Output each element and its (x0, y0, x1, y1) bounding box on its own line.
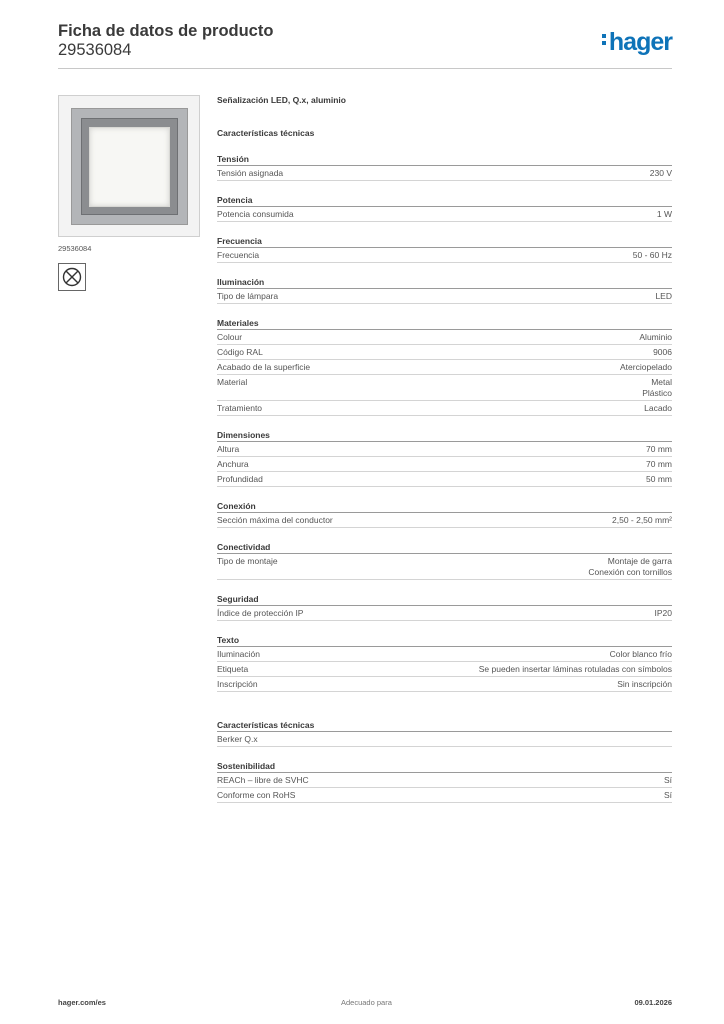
spec-value: Se pueden insertar láminas rotuladas con símbolos (478, 664, 672, 674)
spec-row (217, 647, 672, 662)
spec-group-title: Tensión (217, 153, 672, 166)
spec-group-title: Iluminación (217, 276, 672, 289)
spec-label: Inscripción (217, 679, 258, 689)
spec-group-title: Sostenibilidad (217, 760, 672, 773)
spec-value: Lacado (644, 403, 672, 413)
spec-row (217, 677, 672, 692)
spec-group-title: Conexión (217, 500, 672, 513)
spec-value: 2,50 - 2,50 mm² (612, 515, 672, 525)
spec-group (217, 719, 672, 747)
spec-label: REACh – libre de SVHC (217, 775, 309, 785)
logo-text: hager (608, 28, 672, 56)
spec-group (217, 276, 672, 304)
spec-row (217, 788, 672, 803)
spec-label: Colour (217, 332, 243, 342)
spec-group-title: Características técnicas (217, 719, 672, 732)
footer-suitable-for: Adecuado para (341, 998, 392, 1007)
spec-value: Sin inscripción (617, 679, 672, 689)
spec-row (217, 457, 672, 472)
footer-date: 09.01.2026 (634, 998, 672, 1007)
main-section-title: Características técnicas (217, 128, 315, 138)
spec-value: Metal Plástico (642, 377, 672, 398)
spec-label: Tipo de montaje (217, 556, 278, 566)
spec-label: Índice de protección IP (217, 608, 304, 618)
spec-label: Altura (217, 444, 240, 454)
spec-row (217, 472, 672, 487)
spec-row (217, 513, 672, 528)
spec-row (217, 401, 672, 416)
product-name: Señalización LED, Q.x, aluminio (217, 95, 346, 105)
spec-label: Frecuencia (217, 250, 260, 260)
spec-label: Berker Q.x (217, 734, 258, 744)
lamp-symbol-icon (58, 263, 86, 291)
spec-label: Potencia consumida (217, 209, 294, 219)
product-image (58, 95, 200, 237)
spec-row (217, 773, 672, 788)
spec-group-title: Texto (217, 634, 672, 647)
spec-label: Anchura (217, 459, 249, 469)
spec-label: Sección máxima del conductor (217, 515, 333, 525)
document-title: Ficha de datos de producto (58, 22, 274, 40)
spec-groups (217, 153, 672, 692)
led-lens (89, 127, 170, 207)
spec-label: Profundidad (217, 474, 263, 484)
spec-group (217, 429, 672, 487)
switch-frame (71, 108, 188, 225)
left-column (58, 95, 200, 291)
spec-row (217, 375, 672, 401)
spec-row (217, 662, 672, 677)
spec-row (217, 207, 672, 222)
image-caption: 29536084 (58, 244, 92, 253)
spec-group-title: Dimensiones (217, 429, 672, 442)
spec-row (217, 606, 672, 621)
hager-logo (602, 28, 672, 57)
spec-label: Conforme con RoHS (217, 790, 296, 800)
spec-value: Sí (663, 775, 672, 785)
spec-group (217, 153, 672, 181)
spec-value: Color blanco frío (609, 649, 672, 659)
spec-row (217, 732, 672, 747)
spec-label: Tratamiento (217, 403, 263, 413)
spec-value: Sí (663, 790, 672, 800)
spec-group-title: Frecuencia (217, 235, 672, 248)
spec-value: 230 V (649, 168, 672, 178)
spec-label: Acabado de la superficie (217, 362, 311, 372)
spec-row (217, 554, 672, 580)
spec-label: Material (217, 377, 248, 387)
spec-group-title: Materiales (217, 317, 672, 330)
spec-row (217, 289, 672, 304)
spec-value: Aterciopelado (620, 362, 672, 372)
spec-label: Código RAL (217, 347, 263, 357)
switch-insert (81, 118, 178, 215)
document-number: 29536084 (58, 41, 132, 59)
spec-label: Etiqueta (217, 664, 249, 674)
spec-label: Iluminación (217, 649, 260, 659)
spec-value: 70 mm (646, 444, 672, 454)
spec-group-title: Seguridad (217, 593, 672, 606)
spec-row (217, 442, 672, 457)
spec-group-title: Conectividad (217, 541, 672, 554)
spec-row (217, 360, 672, 375)
spec-value: Aluminio (639, 332, 672, 342)
spec-group (217, 194, 672, 222)
spec-group-title: Potencia (217, 194, 672, 207)
spec-row (217, 345, 672, 360)
spec-content (217, 95, 672, 816)
spec-group (217, 541, 672, 580)
logo-colon-icon (602, 31, 609, 48)
spec-group (217, 760, 672, 803)
spec-group (217, 500, 672, 528)
spec-value: LED (655, 291, 672, 301)
spec-row (217, 166, 672, 181)
spec-label: Tipo de lámpara (217, 291, 279, 301)
spec-group (217, 235, 672, 263)
spec-value: Montaje de garra Conexión con tornillos (588, 556, 672, 577)
spec-group (217, 317, 672, 416)
spec-row (217, 248, 672, 263)
footer-website: hager.com/es (58, 998, 106, 1007)
spec-groups-secondary (217, 719, 672, 803)
spec-value: 70 mm (646, 459, 672, 469)
page-header (58, 21, 672, 69)
spec-group (217, 634, 672, 692)
spec-value: 9006 (653, 347, 672, 357)
spec-value: 50 mm (646, 474, 672, 484)
spec-label: Tensión asignada (217, 168, 284, 178)
spec-value: 1 W (656, 209, 672, 219)
spec-value: IP20 (654, 608, 672, 618)
spec-group (217, 593, 672, 621)
spec-value: 50 - 60 Hz (632, 250, 672, 260)
spec-row (217, 330, 672, 345)
